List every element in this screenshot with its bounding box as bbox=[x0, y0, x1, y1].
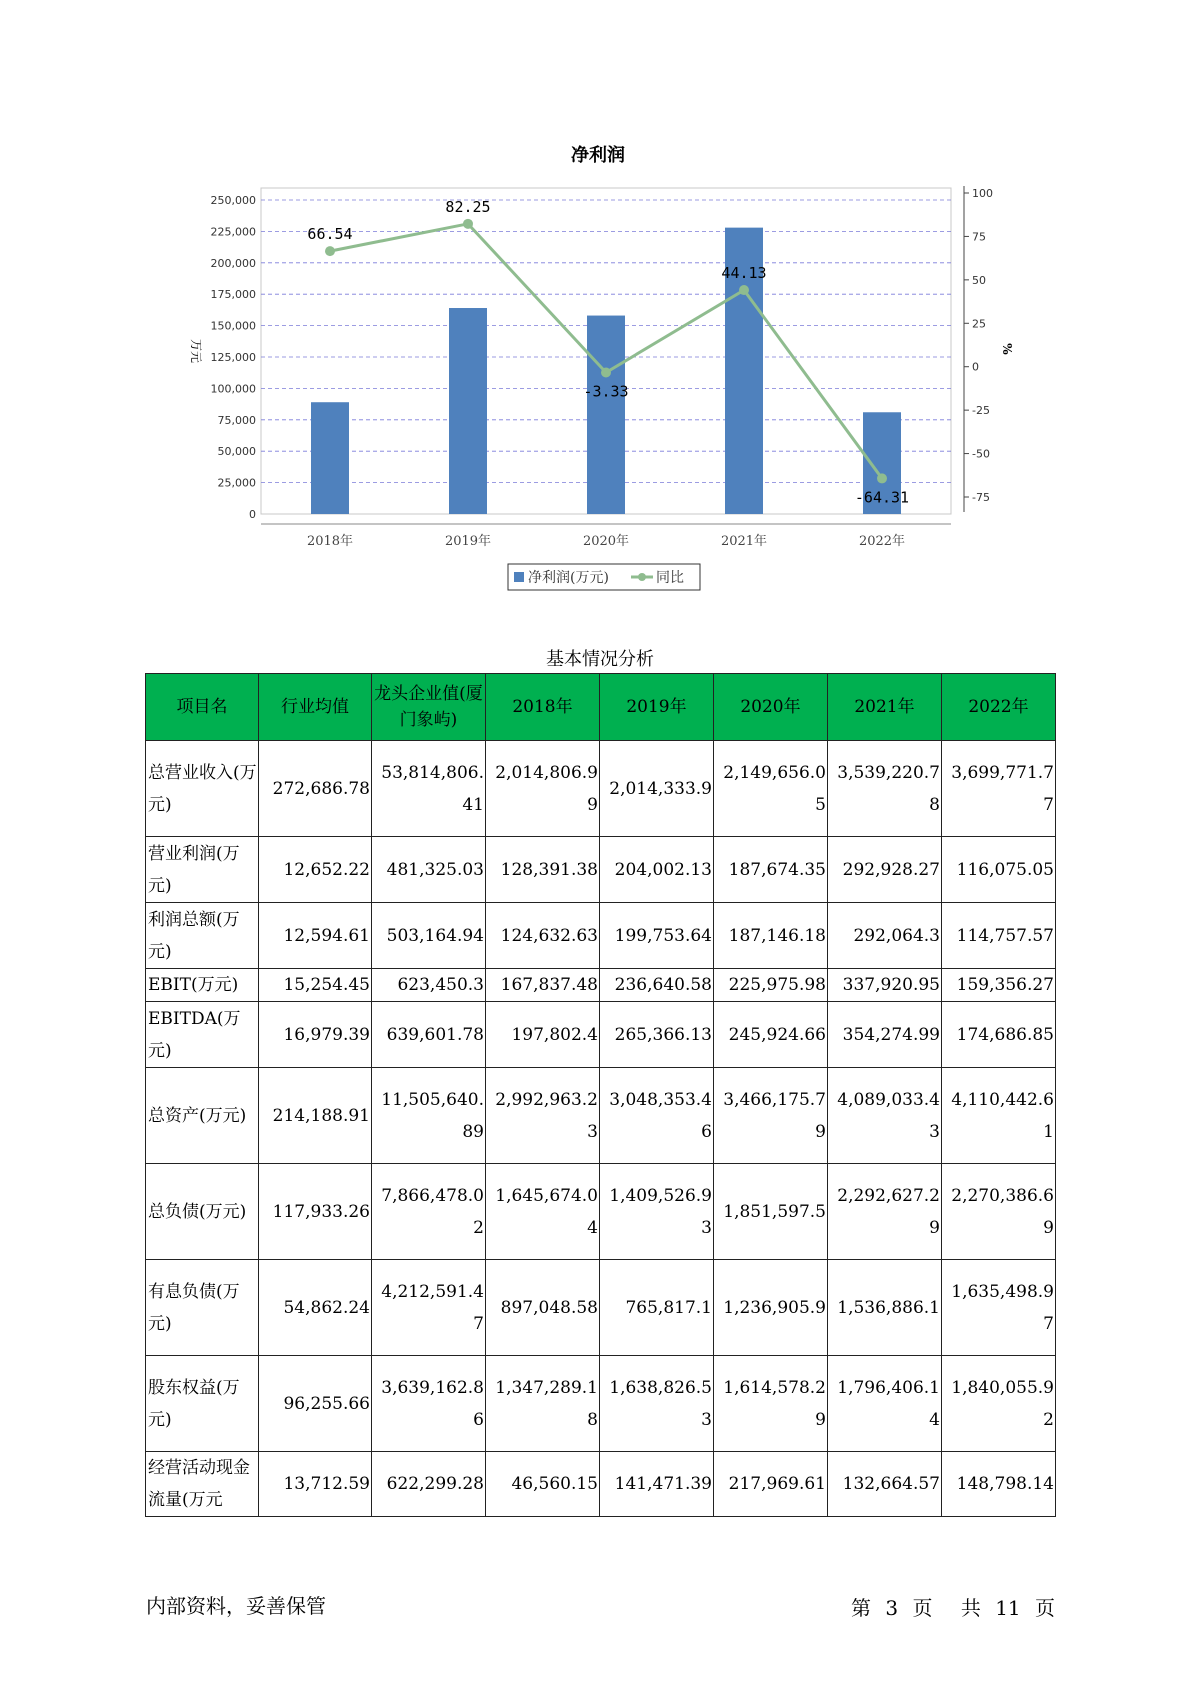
value-cell: 4,089,033.43 bbox=[828, 1068, 942, 1164]
yoy-point bbox=[601, 367, 611, 377]
value-cell: 12,594.61 bbox=[259, 903, 372, 969]
bar bbox=[587, 316, 625, 514]
value-cell: 1,536,886.1 bbox=[828, 1260, 942, 1356]
legend-line-label: 同比 bbox=[656, 570, 684, 586]
value-cell: 1,635,498.97 bbox=[942, 1260, 1056, 1356]
value-cell: 187,146.18 bbox=[714, 903, 828, 969]
yoy-point bbox=[739, 285, 749, 295]
y-left-tick-label: 25,000 bbox=[217, 476, 256, 490]
y-left-tick-label: 200,000 bbox=[210, 256, 256, 270]
value-cell: 15,254.45 bbox=[259, 969, 372, 1002]
value-cell: 354,274.99 bbox=[828, 1002, 942, 1068]
value-cell: 141,471.39 bbox=[600, 1452, 714, 1517]
value-cell: 11,505,640.89 bbox=[372, 1068, 486, 1164]
row-name-cell: 利润总额(万元) bbox=[146, 903, 259, 969]
header-cell: 项目名 bbox=[146, 674, 259, 741]
yoy-data-label: -64.31 bbox=[854, 488, 910, 507]
value-cell: 897,048.58 bbox=[486, 1260, 600, 1356]
y-right-tick-label: -75 bbox=[972, 491, 990, 504]
value-cell: 96,255.66 bbox=[259, 1356, 372, 1452]
yoy-data-label: 44.13 bbox=[721, 264, 767, 283]
value-cell: 503,164.94 bbox=[372, 903, 486, 969]
value-cell: 3,699,771.77 bbox=[942, 741, 1056, 837]
table-row bbox=[146, 1260, 1056, 1356]
x-tick-label: 2021年 bbox=[720, 534, 768, 549]
y-left-axis-label: 万元 bbox=[189, 338, 203, 364]
y-left-tick-label: 125,000 bbox=[210, 351, 256, 364]
legend-bar-label: 净利润(万元) bbox=[528, 570, 609, 586]
y-left-tick-label: 75,000 bbox=[217, 413, 256, 427]
row-name-cell: 经营活动现金流量(万元 bbox=[146, 1452, 259, 1517]
row-name-cell: EBIT(万元) bbox=[146, 969, 259, 1002]
value-cell: 1,236,905.9 bbox=[714, 1260, 828, 1356]
value-cell: 337,920.95 bbox=[828, 969, 942, 1002]
table-caption: 基本情况分析 bbox=[546, 649, 654, 670]
header-cell: 2022年 bbox=[942, 674, 1056, 741]
value-cell: 765,817.1 bbox=[600, 1260, 714, 1356]
header-cell: 2021年 bbox=[828, 674, 942, 741]
chart-title: 净利润 bbox=[571, 145, 625, 166]
yoy-point bbox=[877, 473, 887, 483]
value-cell: 2,014,333.9 bbox=[600, 741, 714, 837]
value-cell: 623,450.3 bbox=[372, 969, 486, 1002]
value-cell: 4,212,591.47 bbox=[372, 1260, 486, 1356]
total-unit: 页 bbox=[1035, 1596, 1055, 1620]
value-cell: 116,075.05 bbox=[942, 837, 1056, 903]
header-cell: 2018年 bbox=[486, 674, 600, 741]
value-cell: 639,601.78 bbox=[372, 1002, 486, 1068]
value-cell: 1,409,526.93 bbox=[600, 1164, 714, 1260]
yoy-data-label: -3.33 bbox=[583, 382, 629, 401]
y-right-axis-label: % bbox=[1000, 343, 1014, 355]
y-right-tick-label: 50 bbox=[972, 273, 986, 287]
value-cell: 3,466,175.79 bbox=[714, 1068, 828, 1164]
row-name-cell: 股东权益(万元) bbox=[146, 1356, 259, 1452]
table-row bbox=[146, 741, 1056, 837]
yoy-point bbox=[463, 219, 473, 229]
value-cell: 2,270,386.69 bbox=[942, 1164, 1056, 1260]
value-cell: 292,064.3 bbox=[828, 903, 942, 969]
legend-line-marker bbox=[638, 573, 646, 581]
table-row bbox=[146, 1164, 1056, 1260]
value-cell: 2,149,656.05 bbox=[714, 741, 828, 837]
y-left-tick-label: 0 bbox=[249, 508, 256, 521]
value-cell: 1,840,055.92 bbox=[942, 1356, 1056, 1452]
header-cell: 行业均值 bbox=[259, 674, 372, 741]
row-name-cell: 总负债(万元) bbox=[146, 1164, 259, 1260]
value-cell: 53,814,806.41 bbox=[372, 741, 486, 837]
legend-bar-swatch bbox=[514, 572, 524, 582]
y-left-tick-label: 100,000 bbox=[210, 382, 256, 396]
y-left-tick-label: 150,000 bbox=[210, 319, 256, 333]
row-name-cell: EBITDA(万元) bbox=[146, 1002, 259, 1068]
table-row bbox=[146, 903, 1056, 969]
value-cell: 1,347,289.18 bbox=[486, 1356, 600, 1452]
value-cell: 236,640.58 bbox=[600, 969, 714, 1002]
row-name-cell: 总营业收入(万元) bbox=[146, 741, 259, 837]
table-row bbox=[146, 837, 1056, 903]
y-right-tick-label: -50 bbox=[972, 447, 990, 461]
value-cell: 7,866,478.02 bbox=[372, 1164, 486, 1260]
x-tick-label: 2022年 bbox=[858, 534, 906, 549]
value-cell: 3,048,353.46 bbox=[600, 1068, 714, 1164]
value-cell: 1,851,597.5 bbox=[714, 1164, 828, 1260]
x-tick-label: 2020年 bbox=[582, 534, 630, 549]
bar bbox=[449, 308, 487, 514]
y-right-tick-label: 0 bbox=[972, 360, 979, 374]
value-cell: 167,837.48 bbox=[486, 969, 600, 1002]
table-row bbox=[146, 1356, 1056, 1452]
total-label: 共 bbox=[960, 1596, 981, 1620]
y-right-tick-label: 25 bbox=[972, 317, 986, 331]
row-name-cell: 有息负债(万元) bbox=[146, 1260, 259, 1356]
value-cell: 117,933.26 bbox=[259, 1164, 372, 1260]
yoy-data-label: 82.25 bbox=[445, 197, 491, 216]
value-cell: 622,299.28 bbox=[372, 1452, 486, 1517]
value-cell: 1,638,826.53 bbox=[600, 1356, 714, 1452]
table-row bbox=[146, 1452, 1056, 1517]
value-cell: 174,686.85 bbox=[942, 1002, 1056, 1068]
header-cell: 2019年 bbox=[600, 674, 714, 741]
value-cell: 225,975.98 bbox=[714, 969, 828, 1002]
net-profit-chart bbox=[0, 0, 1191, 600]
value-cell: 124,632.63 bbox=[486, 903, 600, 969]
header-cell: 龙头企业值(厦门象屿) bbox=[372, 674, 486, 741]
y-right-tick-label: -25 bbox=[972, 404, 990, 418]
table-row bbox=[146, 1068, 1056, 1164]
y-left-tick-label: 50,000 bbox=[217, 445, 256, 459]
page-current: 3 bbox=[885, 1596, 899, 1620]
header-cell: 2020年 bbox=[714, 674, 828, 741]
yoy-point bbox=[325, 246, 335, 256]
value-cell: 13,712.59 bbox=[259, 1452, 372, 1517]
yoy-data-label: 66.54 bbox=[307, 225, 353, 244]
y-left-tick-label: 175,000 bbox=[210, 288, 256, 302]
value-cell: 1,796,406.14 bbox=[828, 1356, 942, 1452]
x-tick-label: 2018年 bbox=[306, 534, 354, 549]
value-cell: 128,391.38 bbox=[486, 837, 600, 903]
value-cell: 2,992,963.23 bbox=[486, 1068, 600, 1164]
value-cell: 1,614,578.29 bbox=[714, 1356, 828, 1452]
value-cell: 132,664.57 bbox=[828, 1452, 942, 1517]
table-header-row bbox=[146, 674, 1056, 741]
value-cell: 199,753.64 bbox=[600, 903, 714, 969]
value-cell: 187,674.35 bbox=[714, 837, 828, 903]
page-unit: 页 bbox=[912, 1596, 933, 1620]
value-cell: 214,188.91 bbox=[259, 1068, 372, 1164]
value-cell: 245,924.66 bbox=[714, 1002, 828, 1068]
page-label: 第 bbox=[851, 1596, 872, 1620]
plot-area bbox=[189, 186, 1014, 590]
y-right-tick-label: 100 bbox=[972, 187, 993, 200]
x-tick-label: 2019年 bbox=[444, 534, 492, 549]
value-cell: 204,002.13 bbox=[600, 837, 714, 903]
value-cell: 148,798.14 bbox=[942, 1452, 1056, 1517]
page-total: 11 bbox=[995, 1596, 1021, 1620]
value-cell: 54,862.24 bbox=[259, 1260, 372, 1356]
value-cell: 265,366.13 bbox=[600, 1002, 714, 1068]
value-cell: 292,928.27 bbox=[828, 837, 942, 903]
basic-analysis-table bbox=[145, 673, 1056, 1517]
row-name-cell: 总资产(万元) bbox=[146, 1068, 259, 1164]
y-right-tick-label: 75 bbox=[972, 230, 986, 244]
value-cell: 159,356.27 bbox=[942, 969, 1056, 1002]
value-cell: 272,686.78 bbox=[259, 741, 372, 837]
value-cell: 1,645,674.04 bbox=[486, 1164, 600, 1260]
value-cell: 16,979.39 bbox=[259, 1002, 372, 1068]
value-cell: 46,560.15 bbox=[486, 1452, 600, 1517]
value-cell: 2,014,806.99 bbox=[486, 741, 600, 837]
row-name-cell: 营业利润(万元) bbox=[146, 837, 259, 903]
table-row bbox=[146, 969, 1056, 1002]
y-left-tick-label: 250,000 bbox=[210, 194, 256, 207]
y-left-tick-label: 225,000 bbox=[210, 225, 256, 239]
value-cell: 114,757.57 bbox=[942, 903, 1056, 969]
value-cell: 3,539,220.78 bbox=[828, 741, 942, 837]
bar bbox=[311, 402, 349, 514]
page-number bbox=[843, 1592, 1055, 1621]
value-cell: 197,802.4 bbox=[486, 1002, 600, 1068]
value-cell: 2,292,627.29 bbox=[828, 1164, 942, 1260]
confidential-note: 内部资料，妥善保管 bbox=[146, 1594, 326, 1618]
value-cell: 3,639,162.86 bbox=[372, 1356, 486, 1452]
value-cell: 4,110,442.61 bbox=[942, 1068, 1056, 1164]
value-cell: 12,652.22 bbox=[259, 837, 372, 903]
table-row bbox=[146, 1002, 1056, 1068]
value-cell: 217,969.61 bbox=[714, 1452, 828, 1517]
value-cell: 481,325.03 bbox=[372, 837, 486, 903]
